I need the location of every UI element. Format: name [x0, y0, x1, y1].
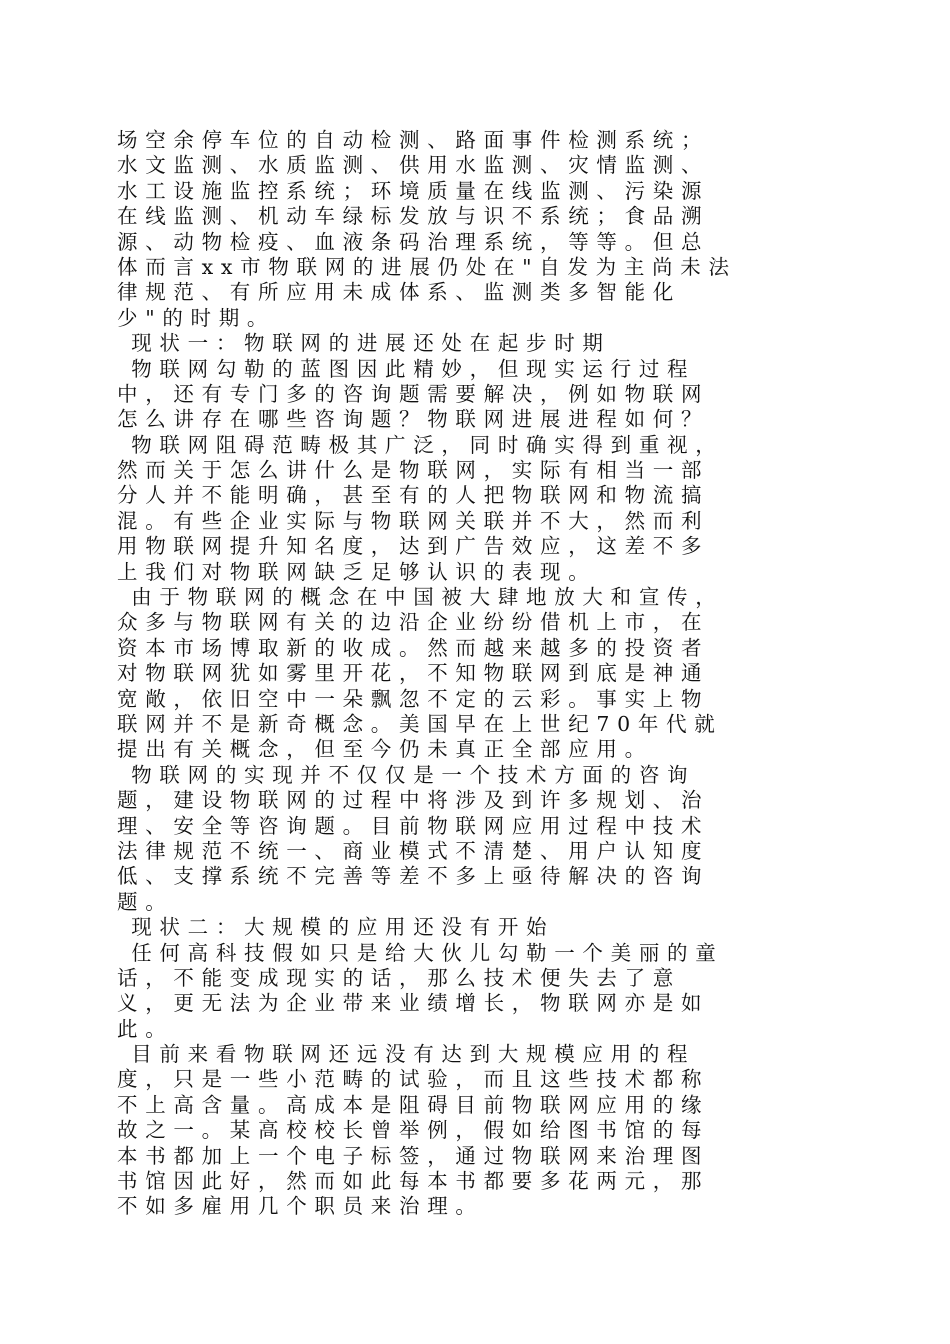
section-heading: 现状一：物联网的进展还处在起步时期 — [117, 331, 611, 356]
text-line: 律规范、有所应用未成体系、监测类多智能化 — [117, 280, 681, 305]
text-line: 分人并不能明确，甚至有的人把物联网和物流搞 — [117, 483, 710, 508]
text-line: 物联网阻碍范畴极其广泛，同时确实得到重视， — [117, 432, 724, 457]
text-line: 源、动物检疫、血液条码治理系统，等等。但总 — [117, 229, 710, 254]
text-line: 少"的时期。 — [117, 305, 276, 330]
text-line: 联网并不是新奇概念。美国早在上世纪70年代就 — [117, 711, 723, 736]
text-line: 混。有些企业实际与物联网关联并不大，然而利 — [117, 508, 710, 533]
text-line: 理、安全等咨询题。目前物联网应用过程中技术 — [117, 813, 710, 838]
text-line: 场空余停车位的自动检测、路面事件检测系统； — [117, 128, 710, 152]
section-heading: 现状二：大规模的应用还没有开始 — [117, 915, 555, 940]
text-line: 不上高含量。高成本是阻碍目前物联网应用的缘 — [117, 1092, 710, 1117]
text-line: 宽敞，依旧空中一朵飘忽不定的云彩。事实上物 — [117, 686, 710, 711]
text-line: 上我们对物联网缺乏足够认识的表现。 — [117, 559, 597, 584]
text-line: 体而言xx市物联网的进展仍处在"自发为主尚未法 — [117, 254, 737, 279]
text-line: 水工设施监控系统；环境质量在线监测、污染源 — [117, 178, 710, 203]
text-line: 在线监测、机动车绿标发放与识不系统；食品溯 — [117, 204, 710, 229]
text-line: 中，还有专门多的咨询题需要解决，例如物联网 — [117, 381, 710, 406]
text-line: 不如多雇用几个职员来治理。 — [117, 1194, 484, 1219]
text-line: 本书都加上一个电子标签，通过物联网来治理图 — [117, 1143, 710, 1168]
text-line: 目前来看物联网还远没有达到大规模应用的程 — [117, 1042, 696, 1067]
text-line: 由于物联网的概念在中国被大肆地放大和宣传， — [117, 585, 724, 610]
text-line: 水文监测、水质监测、供用水监测、灾情监测、 — [117, 153, 710, 178]
text-line: 低、支撑系统不完善等差不多上亟待解决的咨询 — [117, 864, 710, 889]
text-line: 义，更无法为企业带来业绩增长，物联网亦是如 — [117, 991, 710, 1016]
text-line: 法律规范不统一、商业模式不清楚、用户认知度 — [117, 838, 710, 863]
text-line: 题，建设物联网的过程中将涉及到许多规划、治 — [117, 788, 710, 813]
document-body — [117, 128, 837, 1220]
text-line: 物联网的实现并不仅仅是一个技术方面的咨询 — [117, 762, 696, 787]
text-line: 此。 — [117, 1016, 174, 1041]
text-line: 任何高科技假如只是给大伙儿勾勒一个美丽的童 — [117, 940, 724, 965]
text-line: 对物联网犹如雾里开花，不知物联网到底是神通 — [117, 661, 710, 686]
text-line: 话，不能变成现实的话，那么技术便失去了意 — [117, 965, 681, 990]
text-line: 怎么讲存在哪些咨询题？物联网进展进程如何？ — [117, 407, 710, 432]
text-line: 众多与物联网有关的边沿企业纷纷借机上市，在 — [117, 610, 710, 635]
text-line: 提出有关概念，但至今仍未真正全部应用。 — [117, 737, 653, 762]
text-line: 资本市场博取新的收成。然而越来越多的投资者 — [117, 635, 710, 660]
text-line: 用物联网提升知名度，达到广告效应，这差不多 — [117, 534, 710, 559]
text-line: 然而关于怎么讲什么是物联网，实际有相当一部 — [117, 458, 710, 483]
text-line: 度，只是一些小范畴的试验，而且这些技术都称 — [117, 1067, 710, 1092]
text-line: 题。 — [117, 889, 174, 914]
text-line: 故之一。某高校校长曾举例，假如给图书馆的每 — [117, 1118, 710, 1143]
text-line: 物联网勾勒的蓝图因此精妙，但现实运行过程 — [117, 356, 696, 381]
text-line: 书馆因此好，然而如此每本书都要多花两元，那 — [117, 1169, 710, 1194]
